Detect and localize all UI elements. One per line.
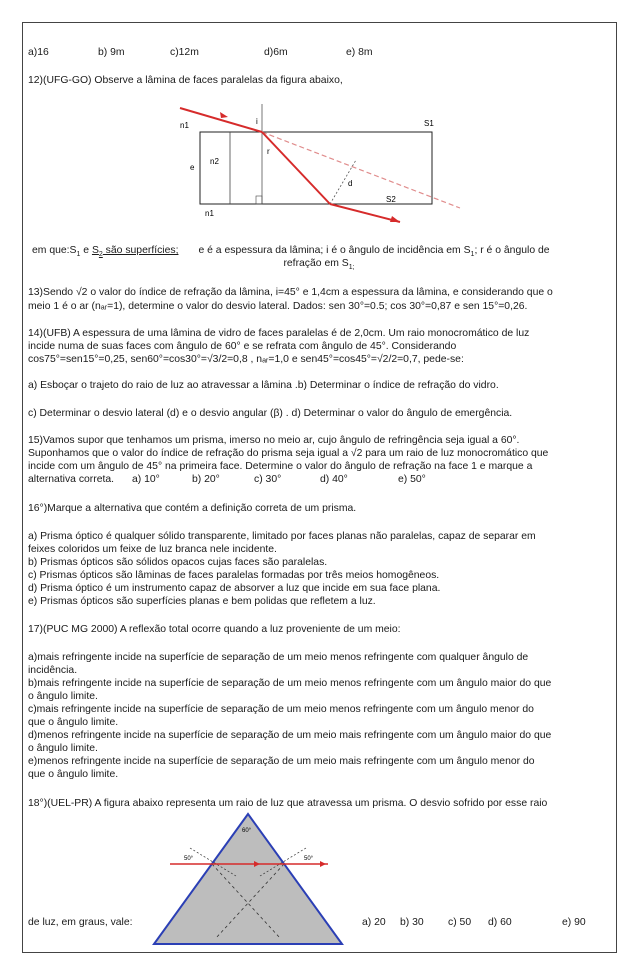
label-r: r	[267, 147, 270, 156]
q17-line: o ângulo limite.	[28, 743, 98, 754]
q16-line: e) Prismas ópticos são superfícies planas e bem polidas que refletem a luz.	[28, 596, 376, 607]
q15-line1: 15)Vamos supor que tenhamos um prisma, imerso no meio ar, cujo ângulo de refringência seja igual a 60°.	[28, 435, 520, 446]
q14-line3: cos75°=sen15°=0,25, sen60°=cos30°=√3/2=0,8 , nₐᵣ=1,0 e sen45°=cos45°=√2/2=0,7, pede-se:	[28, 354, 464, 365]
q17-line: d)menos refringente incide na superfície de separação de um meio mais refringente com um ângulo maior do que	[28, 730, 552, 741]
lamina-slab	[200, 132, 432, 204]
q12-caption-line2: refração em $S_{1;}$	[283, 258, 355, 272]
label-n2: n2	[210, 157, 219, 166]
label-n1-top: n1	[180, 121, 189, 130]
q15-option-e: e) 50°	[398, 474, 426, 485]
angle-top: 60°	[242, 828, 252, 834]
q16-prompt: 16°)Marque a alternativa que contém a definição correta de um prisma.	[28, 503, 357, 514]
q15-option-d: d) 40°	[320, 474, 348, 485]
q17-line: a)mais refringente incide na superfície de separação de um meio menos refringente com qualquer ângulo de	[28, 652, 529, 663]
q13-line2: meio 1 é o ar (nₐᵣ=1), determine o valor do desvio lateral. Dados: sen 30°=0.5; cos 30°=0,87 e sen 15°=0,26.	[28, 301, 528, 312]
q17-line: que o ângulo limite.	[28, 769, 119, 780]
emergent-ray	[330, 204, 400, 222]
q17-line: b)mais refringente incide na superfície de separação de um meio menos refringente com um ângulo maior do que	[28, 678, 552, 689]
label-s1: S1	[424, 119, 434, 128]
q11-option-c: c)12m	[170, 47, 199, 58]
q18-prompt: 18°)(UEL-PR) A figura abaixo representa um raio de luz que atravessa um prisma. O desvio sofrido por esse raio	[28, 798, 548, 809]
q17-prompt: 17)(PUC MG 2000) A reflexão total ocorre quando a luz proveniente de um meio:	[28, 624, 401, 635]
q15-option-a: a) 10°	[132, 474, 160, 485]
q18-option-a: a) 20	[362, 917, 386, 928]
q14-item-a: a) Esboçar o trajeto do raio de luz ao atravessar a lâmina .b) Determinar o índice de refração do vidro.	[28, 380, 499, 391]
q16-line: feixes coloridos um feixe de luz branca nele incidente.	[28, 544, 277, 555]
q12-prompt: 12)(UFG-GO) Observe a lâmina de faces paralelas da figura abaixo,	[28, 75, 343, 86]
q15-line3: incide com um ângulo de 45° na primeira face. Determine o valor do ângulo de refração na face 1 e marque a	[28, 461, 533, 472]
q11-option-e: e) 8m	[346, 47, 373, 58]
q12-caption: em $que:S_1$ e $S_2$ são superfícies; e é a espessura da lâmina; i é o ângulo de incidência em $S_1$; r é o ângulo de	[32, 245, 550, 259]
q15-option-b: b) 20°	[192, 474, 220, 485]
q15-option-c: c) 30°	[254, 474, 282, 485]
label-i: i	[256, 117, 258, 126]
q11-option-a: a)16	[28, 47, 49, 58]
q18-option-d: d) 60	[488, 917, 512, 928]
q18-option-b: b) 30	[400, 917, 424, 928]
q18-prism-figure	[150, 810, 380, 946]
q14-item-c: c) Determinar o desvio lateral (d) e o desvio angular (β) . d) Determinar o valor do ângulo de emergência.	[28, 408, 513, 419]
q15-lead: alternativa correta.	[28, 474, 115, 485]
q11-option-d: d)6m	[264, 47, 288, 58]
q18-option-e: e) 90	[562, 917, 586, 928]
q13-line1: 13)Sendo √2 o valor do índice de refração da lâmina, i=45° e 1,4cm a espessura da lâmina, e considerando que o	[28, 287, 553, 298]
angle-right: 50°	[304, 856, 314, 862]
label-s2: S2	[386, 195, 396, 204]
q16-line: a) Prisma óptico é qualquer sólido transparente, limitado por faces planas não paralelas, capaz de separar em	[28, 531, 536, 542]
q18-end-text: de luz, em graus, vale:	[28, 917, 133, 928]
q14-line1: 14)(UFB) A espessura de uma lâmina de vidro de faces paralelas é de 2,0cm. Um raio monocromático de luz	[28, 328, 530, 339]
label-e: e	[190, 163, 195, 172]
incident-extension	[262, 132, 460, 208]
q17-line: e)menos refringente incide na superfície de separação de um meio mais refringente com um ângulo menor do	[28, 756, 535, 767]
q15-line2: Suponhamos que o valor do índice de refração do prisma seja igual a √2 para um raio de luz monocromático que	[28, 448, 549, 459]
q14-line2: incide numa de suas faces com ângulo de 60° e se refrata com ângulo de 45°. Considerando	[28, 341, 457, 352]
q17-line: incidência.	[28, 665, 78, 676]
label-n1-bottom: n1	[205, 209, 214, 218]
q12-figure	[170, 98, 470, 233]
q18-option-c: c) 50	[448, 917, 472, 928]
q17-line: o ângulo limite.	[28, 691, 98, 702]
q16-line: c) Prismas ópticos são lâminas de faces paralelas formadas por três meios homogêneos.	[28, 570, 440, 581]
label-d: d	[348, 179, 353, 188]
q11-option-b: b) 9m	[98, 47, 125, 58]
q17-line: c)mais refringente incide na superfície de separação de um meio menos refringente com um ângulo menor do	[28, 704, 534, 715]
angle-left: 50°	[184, 856, 194, 862]
q16-line: b) Prismas ópticos são sólidos opacos cujas faces são paralelas.	[28, 557, 328, 568]
q16-line: d) Prisma óptico é um instrumento capaz de absorver a luz que incide em sua face plana.	[28, 583, 441, 594]
incident-ray	[180, 108, 262, 132]
refracted-ray	[262, 132, 330, 204]
q17-line: que o ângulo limite.	[28, 717, 119, 728]
